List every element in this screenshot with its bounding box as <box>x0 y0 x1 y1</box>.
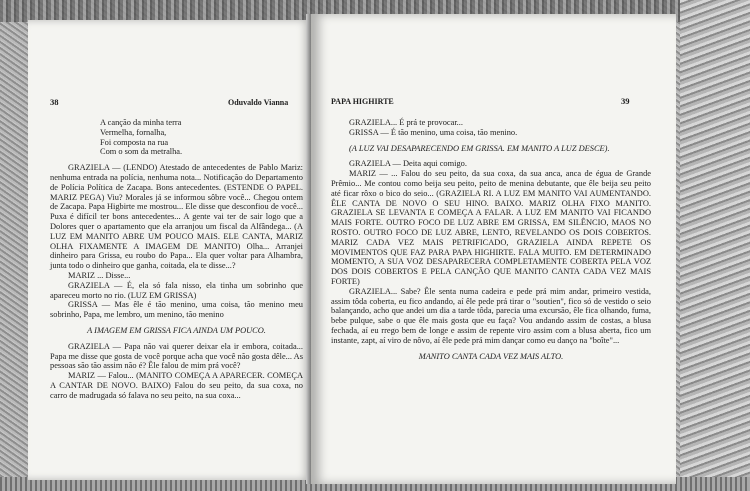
right-page-body <box>331 118 651 361</box>
right-page <box>311 14 676 484</box>
left-page <box>28 20 311 480</box>
scan-right-edge <box>680 0 750 491</box>
left-running-header: Oduvaldo Vianna <box>228 98 289 107</box>
left-page-number: 38 <box>50 97 59 107</box>
right-page-number: 39 <box>621 96 630 106</box>
verse-line: A canção da minha terra <box>100 118 182 127</box>
stage-direction: (A LUZ VAI DESAPARECENDO EM GRISSA. EM MANITO A LUZ DESCE). <box>349 143 610 153</box>
paragraph: MARIZ — ... Falou do seu peito, da sua coxa, da sua anca, anca de égua de Grande Prêmio... Me contou como beija seu peito, peito de menina debutante, que êle beija seu peito até ficar rôxo o bico do seio... (GRAZIELA RI. A LUZ EM MANITO VAI AUMENTANDO. ÊLE CANTA DE NOVO O SEU HINO. BAIXO. MARIZ OLHA FIXO MANITO. GRAZIELA SE LEVANTA E COMEÇA A FALAR. A LUZ EM MANITO VAI FICANDO MAIS FORTE. OUTRO FOCO DE LUZ ABRE EM GRISSA, EM SILÊNCIO, MAOS NO ROSTO. OUTRO FOCO DE LUZ ABRE, LENTO, REVELANDO OS DOIS COBERTOS. MARIZ CADA VEZ MAIS PETRIFICADO, GRAZIELA AINDA REPETE OS MOVIMENTOS QUE FAZ PARA PAPA HIGHIRTE. FALA MUITO. EM DETERMINADO MOMENTO, A SUA VOZ DESAPARECERA COMPLETAMENTE COBERTA PELA VOZ DOS DOIS COBERTOS E PELA CANÇÃO QUE MANITO CANTA CADA VEZ MAIS FORTE) <box>331 169 651 286</box>
paragraph: MARIZ ... Disse... <box>68 270 131 280</box>
paragraph: GRAZIELA — É, ela só fala nisso, ela tinha um sobrinho que apareceu morto no rio. (LUZ EM GRISSA) <box>50 280 303 300</box>
stage-direction: A IMAGEM EM GRISSA FICA AINDA UM POUCO. <box>87 325 266 335</box>
verse-line: Com o som da metralha. <box>100 147 183 157</box>
paragraph: GRAZIELA — Deita aqui comigo. <box>349 159 467 169</box>
verse-line: Foi composta na rua <box>100 137 169 147</box>
paragraph: GRISSA — É tão menino, uma coisa, tão menino. <box>349 127 518 137</box>
paragraph: GRAZIELA — (LENDO) Atestado de antecedentes de Pablo Mariz: nenhuma entrada na polícia, nenhuma nota... Notificação do Departamento de Polícia Política de Zacapa. Bons antecedentes. (ESTENDE O PAPEL. MARIZ PEGA) Viu? Morales já se informou sôbre você... Chegou ontem de Zacapa. Papa Higbirte me mostrou... Ele disse que desconfiou de você... Puxa é difícil ter bons antecedentes... A gente vai ter de sair logo que a Dolores quer o apartamento que ela arranjou um fiscal da Alfândega... (A LUZ EM MANITO ABRE UM POUCO MAIS. ELE CANTA, MARIZ OLHA FIXAMENTE A IMAGEM DE MANITO) Olha... Arranjei dinheiro para Grissa, eu roubo do Papa... Ela quer voltar para Alhambra, junta todo o dinheiro que ganha, coitada, ela te disse...? <box>50 163 303 271</box>
verse-line: Vermelha, fornalha, <box>100 127 167 137</box>
paragraph: GRAZIELA — Papa não vai querer deixar ela ir embora, coitada... Papa me disse que gosta de você porque acha que você não gosta dêle... As pessoas são tão assim não é? Êle falou de mim prá você? <box>50 341 303 371</box>
paragraph: GRISSA — Mas êle é tão menino, uma coisa, tão menino meu sobrinho, Papa, me lembro, um menino, tão menino <box>50 300 303 320</box>
left-page-body <box>50 118 303 401</box>
stage-direction: MANITO CANTA CADA VEZ MAIS ALTO. <box>418 351 564 361</box>
paragraph: GRAZIELA... Sabe? Êle senta numa cadeira e pede prá mim andar, primeiro vestida, assim tôda coberta, eu fico andando, aí êle pede prá tirar o "soutien", fico só de vestido o seio balançando, acho que andei um dia a tarde tôda, parecia uma excursão, êle fica olhando, fuma, bebe pulque, sabe o que êle mais gosta que eu faça? Vou andando assim de costas, a blusa fechada, aí eu rrego bem de longe e assim de repente viro assim com a blusa aberta, fico um instante, zapt, aí viro de nôvo, aí êle pede prá mim dançar como eu danço na "boîte"... <box>331 286 651 345</box>
right-running-header: PAPA HIGHIRTE <box>331 97 394 106</box>
paragraph: GRAZIELA... É prá te provocar... <box>349 118 463 127</box>
paragraph: MARIZ — Falou... (MANITO COMEÇA A APARECER. COMEÇA A CANTAR DE NOVO. BAIXO) Falou do seu peito, da sua coxa, no carro de madrugada só falava no seu peito, na sua coxa... <box>50 371 303 400</box>
